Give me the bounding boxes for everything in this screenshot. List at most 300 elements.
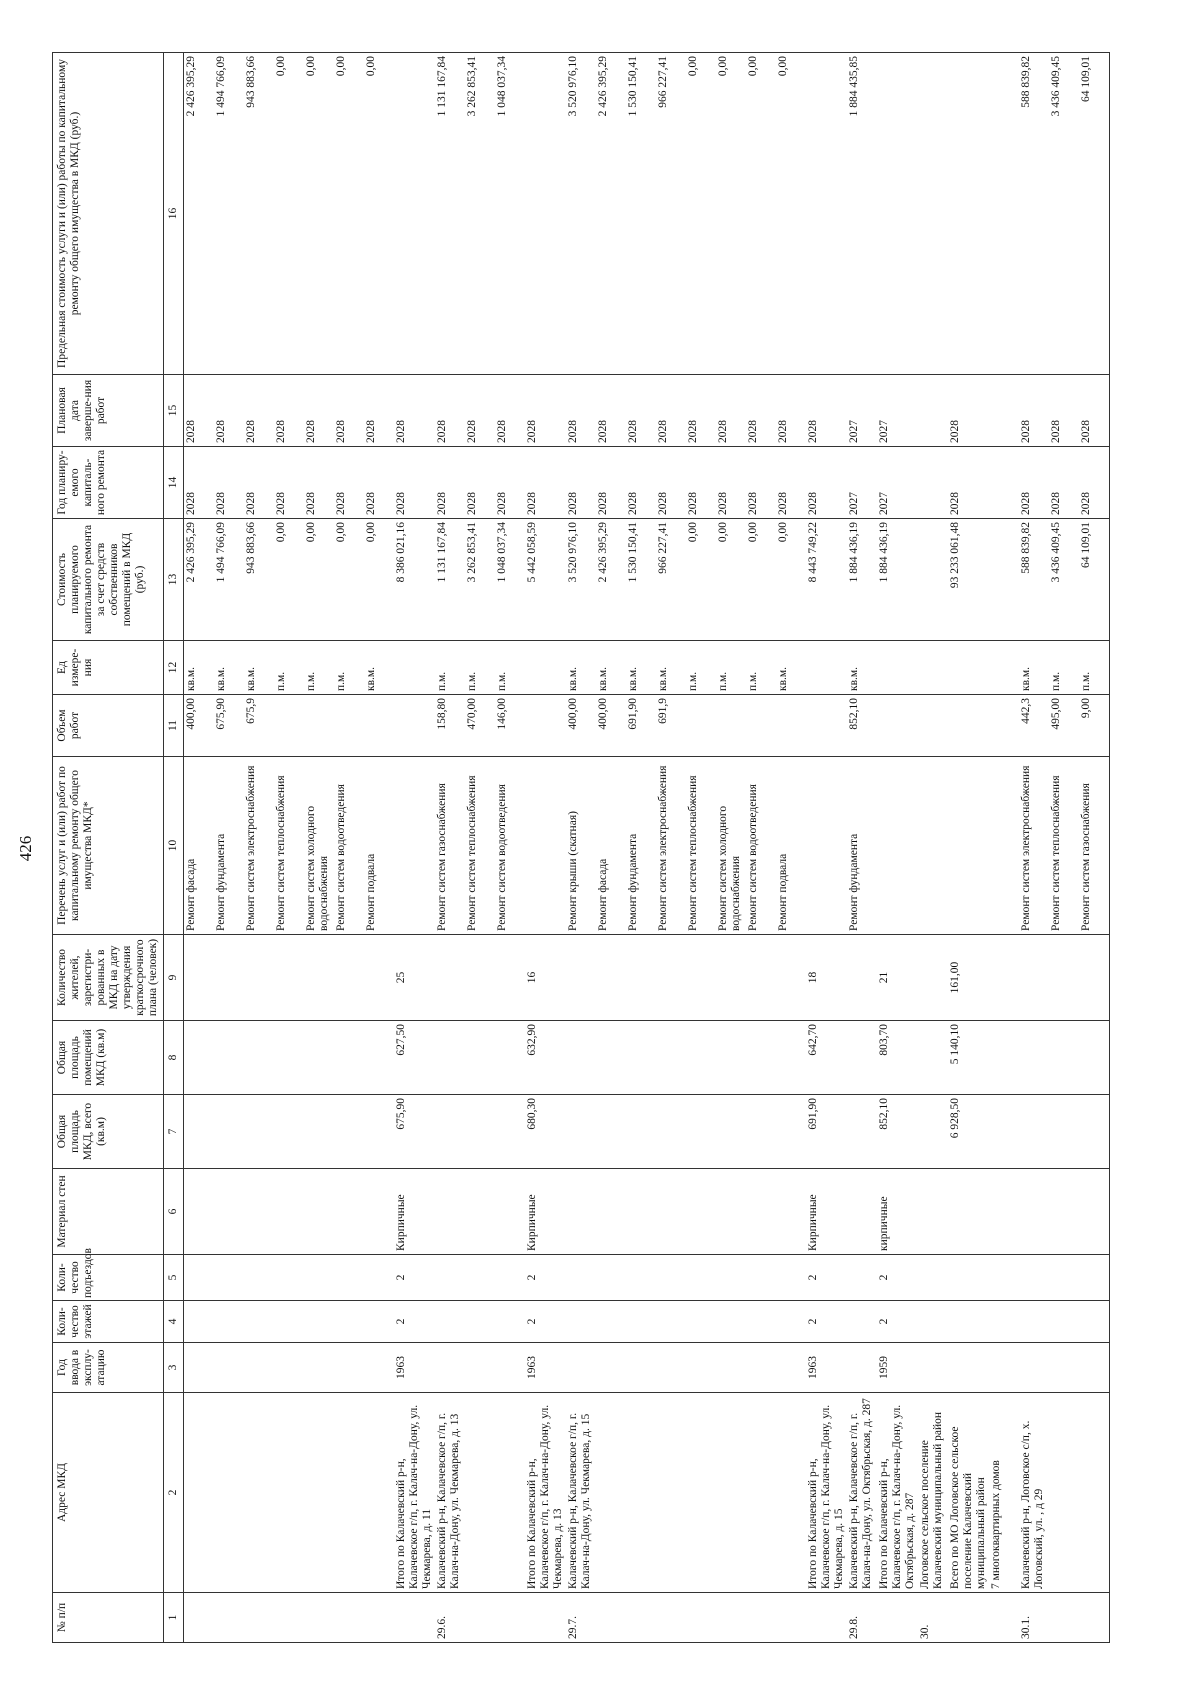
cell-col-14: 2028 <box>656 447 686 519</box>
cell-col-6 <box>776 1169 806 1255</box>
cell-col-5 <box>304 1255 334 1301</box>
cell-col-13: 0,00 <box>746 519 776 641</box>
cell-col-9 <box>435 935 465 1021</box>
cell-col-8: 632,90 <box>525 1021 566 1095</box>
cell-col-16: 0,00 <box>776 53 806 375</box>
cell-col-11 <box>364 695 394 757</box>
cell-col-6 <box>184 1169 215 1255</box>
cell-col-3 <box>184 1343 215 1393</box>
cell-col-13: 0,00 <box>334 519 364 641</box>
cell-col-1 <box>776 1593 806 1643</box>
cell-col-13: 2 426 395,29 <box>596 519 626 641</box>
cell-col-15: 2028 <box>806 375 847 447</box>
cell-col-5 <box>989 1255 1019 1301</box>
cell-col-16: 1 884 435,85 <box>847 53 877 375</box>
column-number-8: 8 <box>164 1021 184 1095</box>
cell-col-2 <box>244 1393 274 1593</box>
cell-col-16: 3 520 976,10 <box>566 53 596 375</box>
table-row <box>626 53 656 1643</box>
cell-col-10: Ремонт фундамента <box>626 757 656 935</box>
cell-col-13: 588 839,82 <box>1019 519 1049 641</box>
cell-col-15: 2028 <box>495 375 525 447</box>
cell-col-9 <box>626 935 656 1021</box>
cell-col-12 <box>948 641 989 695</box>
cell-col-13: 3 436 409,45 <box>1049 519 1079 641</box>
cell-col-6 <box>214 1169 244 1255</box>
cell-col-5 <box>566 1255 596 1301</box>
cell-col-15: 2028 <box>1049 375 1079 447</box>
cell-col-10: Ремонт систем водоотведения <box>495 757 525 935</box>
column-header-4: Коли-чество этажей <box>53 1301 164 1343</box>
cell-col-6 <box>566 1169 596 1255</box>
cell-col-3 <box>334 1343 364 1393</box>
cell-col-12: п.м. <box>1079 641 1110 695</box>
cell-col-12: п.м. <box>686 641 716 695</box>
cell-col-7 <box>1049 1095 1079 1169</box>
cell-col-15: 2028 <box>435 375 465 447</box>
cell-col-14: 2028 <box>525 447 566 519</box>
cell-col-4: 2 <box>394 1301 435 1343</box>
cell-col-5 <box>776 1255 806 1301</box>
cell-col-16: 588 839,82 <box>1019 53 1049 375</box>
column-header-10: Перечень услуг и (или) работ по капитальному ремонту общего имущества МКД* <box>53 757 164 935</box>
cell-col-16: 64 109,01 <box>1079 53 1110 375</box>
cell-col-4 <box>184 1301 215 1343</box>
cell-col-3: 1963 <box>525 1343 566 1393</box>
cell-col-11 <box>948 695 989 757</box>
cell-col-4 <box>244 1301 274 1343</box>
cell-col-11 <box>274 695 304 757</box>
cell-col-9 <box>596 935 626 1021</box>
cell-col-9 <box>847 935 877 1021</box>
cell-col-16: 0,00 <box>334 53 364 375</box>
cell-col-4 <box>847 1301 877 1343</box>
cell-col-4: 2 <box>877 1301 918 1343</box>
cell-col-13: 3 520 976,10 <box>566 519 596 641</box>
cell-col-3 <box>495 1343 525 1393</box>
cell-col-4 <box>1079 1301 1110 1343</box>
cell-col-8: 5 140,10 <box>948 1021 989 1095</box>
cell-col-13: 1 884 436,19 <box>847 519 877 641</box>
cell-col-3: 1963 <box>394 1343 435 1393</box>
cell-col-16: 2 426 395,29 <box>596 53 626 375</box>
cell-col-9 <box>566 935 596 1021</box>
table-row <box>1019 53 1049 1643</box>
header-row <box>53 53 164 1643</box>
cell-col-8 <box>566 1021 596 1095</box>
cell-col-14: 2028 <box>304 447 334 519</box>
cell-col-5 <box>596 1255 626 1301</box>
cell-col-9 <box>1079 935 1110 1021</box>
cell-col-1 <box>746 1593 776 1643</box>
cell-col-6 <box>918 1169 948 1255</box>
cell-col-10: Ремонт крыши (скатная) <box>566 757 596 935</box>
cell-col-15: 2027 <box>877 375 918 447</box>
column-header-13: Стоимость планируемого капитального ремонта за счет средств собственников помещений в МКД (руб.) <box>53 519 164 641</box>
cell-col-12: кв.м. <box>847 641 877 695</box>
cell-col-5 <box>686 1255 716 1301</box>
cell-col-11 <box>806 695 847 757</box>
cell-col-6 <box>304 1169 334 1255</box>
cell-col-12: кв.м. <box>656 641 686 695</box>
cell-col-10: Ремонт подвала <box>776 757 806 935</box>
cell-col-9 <box>334 935 364 1021</box>
cell-col-10: Ремонт систем теплоснабжения <box>274 757 304 935</box>
cell-col-8: 642,70 <box>806 1021 847 1095</box>
cell-col-11: 146,00 <box>495 695 525 757</box>
cell-col-13: 966 227,41 <box>656 519 686 641</box>
cell-col-2 <box>274 1393 304 1593</box>
cell-col-10: Ремонт фундамента <box>214 757 244 935</box>
column-header-3: Год ввода в эксплу-атацию <box>53 1343 164 1393</box>
cell-col-3 <box>364 1343 394 1393</box>
cell-col-7 <box>214 1095 244 1169</box>
cell-col-5 <box>244 1255 274 1301</box>
table-row <box>274 53 304 1643</box>
cell-col-9 <box>495 935 525 1021</box>
cell-col-7 <box>1079 1095 1110 1169</box>
cell-col-8 <box>274 1021 304 1095</box>
cell-col-8 <box>495 1021 525 1095</box>
cell-col-15: 2028 <box>656 375 686 447</box>
cell-col-5 <box>656 1255 686 1301</box>
cell-col-8 <box>1079 1021 1110 1095</box>
cell-col-5: 2 <box>806 1255 847 1301</box>
cell-col-16: 0,00 <box>274 53 304 375</box>
cell-col-13: 3 262 853,41 <box>465 519 495 641</box>
cell-col-4 <box>626 1301 656 1343</box>
table-row <box>184 53 215 1643</box>
cell-col-14: 2028 <box>214 447 244 519</box>
cell-col-9 <box>364 935 394 1021</box>
cell-col-16 <box>918 53 948 375</box>
cell-col-14: 2028 <box>244 447 274 519</box>
cell-col-11: 442,3 <box>1019 695 1049 757</box>
cell-col-6 <box>847 1169 877 1255</box>
cell-col-14 <box>918 447 948 519</box>
cell-col-13: 1 530 150,41 <box>626 519 656 641</box>
cell-col-3 <box>274 1343 304 1393</box>
cell-col-15: 2028 <box>686 375 716 447</box>
cell-col-16: 1 494 766,09 <box>214 53 244 375</box>
cell-col-8 <box>214 1021 244 1095</box>
cell-col-8 <box>918 1021 948 1095</box>
column-header-15: Плановая дата заверше-ния работ <box>53 375 164 447</box>
cell-col-12: кв.м. <box>214 641 244 695</box>
cell-col-14: 2028 <box>364 447 394 519</box>
table-row <box>1049 53 1079 1643</box>
cell-col-2 <box>626 1393 656 1593</box>
cell-col-9 <box>184 935 215 1021</box>
cell-col-9 <box>989 935 1019 1021</box>
table-row <box>596 53 626 1643</box>
cell-col-1 <box>716 1593 746 1643</box>
table-row <box>918 53 948 1643</box>
cell-col-10: Ремонт систем электроснабжения <box>656 757 686 935</box>
table-row <box>495 53 525 1643</box>
table-row <box>948 53 989 1643</box>
cell-col-4 <box>465 1301 495 1343</box>
cell-col-12 <box>918 641 948 695</box>
cell-col-1 <box>686 1593 716 1643</box>
cell-col-6 <box>364 1169 394 1255</box>
cell-col-7 <box>746 1095 776 1169</box>
cell-col-14: 2028 <box>716 447 746 519</box>
cell-col-3 <box>435 1343 465 1393</box>
cell-col-14: 2028 <box>626 447 656 519</box>
cell-col-16: 0,00 <box>364 53 394 375</box>
cell-col-9: 18 <box>806 935 847 1021</box>
column-number-1: 1 <box>164 1593 184 1643</box>
cell-col-13: 943 883,66 <box>244 519 274 641</box>
cell-col-12: кв.м. <box>596 641 626 695</box>
cell-col-6 <box>465 1169 495 1255</box>
column-header-5: Коли-чество подъездов <box>53 1255 164 1301</box>
capital-repair-table <box>52 52 1110 1643</box>
cell-col-14: 2028 <box>1079 447 1110 519</box>
cell-col-4: 2 <box>525 1301 566 1343</box>
cell-col-1 <box>989 1593 1019 1643</box>
cell-col-1 <box>364 1593 394 1643</box>
column-number-7: 7 <box>164 1095 184 1169</box>
cell-col-16 <box>989 53 1019 375</box>
cell-col-10: Ремонт систем газоснабжения <box>435 757 465 935</box>
cell-col-16: 943 883,66 <box>244 53 274 375</box>
table-row <box>364 53 394 1643</box>
cell-col-2 <box>1049 1393 1079 1593</box>
cell-col-5 <box>214 1255 244 1301</box>
cell-col-6: Кирпичные <box>525 1169 566 1255</box>
cell-col-3 <box>304 1343 334 1393</box>
cell-col-14: 2028 <box>435 447 465 519</box>
cell-col-16: 966 227,41 <box>656 53 686 375</box>
cell-col-9 <box>1019 935 1049 1021</box>
table-row <box>214 53 244 1643</box>
cell-col-14: 2028 <box>334 447 364 519</box>
cell-col-14: 2028 <box>686 447 716 519</box>
cell-col-5: 2 <box>394 1255 435 1301</box>
cell-col-10: Ремонт фасада <box>596 757 626 935</box>
cell-col-13 <box>989 519 1019 641</box>
cell-col-5 <box>746 1255 776 1301</box>
cell-col-14: 2027 <box>877 447 918 519</box>
cell-col-4 <box>435 1301 465 1343</box>
cell-col-16 <box>806 53 847 375</box>
cell-col-1 <box>948 1593 989 1643</box>
cell-col-6: кирпичные <box>877 1169 918 1255</box>
cell-col-2 <box>495 1393 525 1593</box>
cell-col-11 <box>746 695 776 757</box>
cell-col-11: 9,00 <box>1079 695 1110 757</box>
column-number-9: 9 <box>164 935 184 1021</box>
cell-col-3 <box>716 1343 746 1393</box>
column-header-2: Адрес МКД <box>53 1393 164 1593</box>
cell-col-11: 470,00 <box>465 695 495 757</box>
cell-col-9 <box>1049 935 1079 1021</box>
cell-col-14: 2028 <box>1019 447 1049 519</box>
cell-col-3 <box>746 1343 776 1393</box>
cell-col-2 <box>334 1393 364 1593</box>
cell-col-4 <box>495 1301 525 1343</box>
cell-col-15: 2028 <box>746 375 776 447</box>
cell-col-6 <box>746 1169 776 1255</box>
cell-col-15: 2028 <box>465 375 495 447</box>
cell-col-9 <box>244 935 274 1021</box>
cell-col-16: 0,00 <box>686 53 716 375</box>
cell-col-10: Ремонт систем холодного водоснабжения <box>304 757 334 935</box>
cell-col-11 <box>989 695 1019 757</box>
cell-col-10: Ремонт систем водоотведения <box>334 757 364 935</box>
cell-col-11: 691,90 <box>626 695 656 757</box>
cell-col-4 <box>334 1301 364 1343</box>
cell-col-10: Ремонт систем электроснабжения <box>244 757 274 935</box>
cell-col-8 <box>1019 1021 1049 1095</box>
cell-col-8 <box>656 1021 686 1095</box>
cell-col-4 <box>364 1301 394 1343</box>
cell-col-10 <box>806 757 847 935</box>
cell-col-1: 30. <box>918 1593 948 1643</box>
cell-col-9 <box>918 935 948 1021</box>
cell-col-16 <box>394 53 435 375</box>
table-row <box>989 53 1019 1643</box>
cell-col-8: 803,70 <box>877 1021 918 1095</box>
cell-col-8 <box>596 1021 626 1095</box>
cell-col-16: 0,00 <box>716 53 746 375</box>
cell-col-11: 675,90 <box>214 695 244 757</box>
cell-col-9: 25 <box>394 935 435 1021</box>
cell-col-11 <box>304 695 334 757</box>
column-number-15: 15 <box>164 375 184 447</box>
cell-col-11 <box>686 695 716 757</box>
cell-col-3 <box>948 1343 989 1393</box>
cell-col-6 <box>626 1169 656 1255</box>
cell-col-10 <box>394 757 435 935</box>
cell-col-14 <box>989 447 1019 519</box>
cell-col-5: 2 <box>525 1255 566 1301</box>
cell-col-3 <box>918 1343 948 1393</box>
column-number-12: 12 <box>164 641 184 695</box>
table-row <box>716 53 746 1643</box>
cell-col-9 <box>716 935 746 1021</box>
cell-col-7 <box>918 1095 948 1169</box>
cell-col-5 <box>1049 1255 1079 1301</box>
table-row <box>394 53 435 1643</box>
cell-col-13: 1 494 766,09 <box>214 519 244 641</box>
cell-col-11: 158,80 <box>435 695 465 757</box>
cell-col-9 <box>274 935 304 1021</box>
cell-col-10: Ремонт фасада <box>184 757 215 935</box>
cell-col-16: 3 436 409,45 <box>1049 53 1079 375</box>
cell-col-7 <box>184 1095 215 1169</box>
cell-col-3 <box>244 1343 274 1393</box>
cell-col-4 <box>746 1301 776 1343</box>
cell-col-15: 2028 <box>274 375 304 447</box>
cell-col-10: Ремонт систем газоснабжения <box>1079 757 1110 935</box>
cell-col-4 <box>274 1301 304 1343</box>
cell-col-12: п.м. <box>746 641 776 695</box>
cell-col-11: 675,9 <box>244 695 274 757</box>
cell-col-7 <box>776 1095 806 1169</box>
cell-col-13: 1 131 167,84 <box>435 519 465 641</box>
cell-col-3 <box>656 1343 686 1393</box>
table-row <box>435 53 465 1643</box>
cell-col-2: Итого по Калачевский р-н, Калачевское г/п, г. Калач-на-Дону, ул. Чекмарева, д. 11 <box>394 1393 435 1593</box>
cell-col-6 <box>334 1169 364 1255</box>
cell-col-2 <box>364 1393 394 1593</box>
cell-col-1 <box>656 1593 686 1643</box>
cell-col-1 <box>877 1593 918 1643</box>
cell-col-13: 8 443 749,22 <box>806 519 847 641</box>
cell-col-7: 6 928,50 <box>948 1095 989 1169</box>
cell-col-8 <box>989 1021 1019 1095</box>
cell-col-12: п.м. <box>1049 641 1079 695</box>
cell-col-14: 2028 <box>746 447 776 519</box>
cell-col-11: 852,10 <box>847 695 877 757</box>
column-number-5: 5 <box>164 1255 184 1301</box>
cell-col-15: 2028 <box>716 375 746 447</box>
cell-col-6 <box>989 1169 1019 1255</box>
cell-col-7 <box>364 1095 394 1169</box>
cell-col-2: Калачевский р-н, Логовское с/п, х. Логовский, ул. , д 29 <box>1019 1393 1049 1593</box>
cell-col-11: 400,00 <box>184 695 215 757</box>
column-number-3: 3 <box>164 1343 184 1393</box>
cell-col-2 <box>656 1393 686 1593</box>
cell-col-10: Ремонт фундамента <box>847 757 877 935</box>
cell-col-9 <box>304 935 334 1021</box>
cell-col-10: Ремонт систем теплоснабжения <box>1049 757 1079 935</box>
cell-col-3 <box>686 1343 716 1393</box>
cell-col-10 <box>918 757 948 935</box>
cell-col-15: 2028 <box>1019 375 1049 447</box>
cell-col-14: 2028 <box>465 447 495 519</box>
cell-col-12: п.м. <box>435 641 465 695</box>
column-number-11: 11 <box>164 695 184 757</box>
cell-col-15: 2028 <box>394 375 435 447</box>
cell-col-3 <box>847 1343 877 1393</box>
cell-col-12: кв.м. <box>566 641 596 695</box>
cell-col-13: 0,00 <box>304 519 334 641</box>
table-row <box>334 53 364 1643</box>
cell-col-8 <box>847 1021 877 1095</box>
column-header-16: Предельная стоимость услуги и (или) работы по капитальному ремонту общего имущества в МКД (руб.) <box>53 53 164 375</box>
cell-col-2: Калачевский р-н, Калачевское г/п, г. Калач-на-Дону, ул. Октябрьская, д. 287 <box>847 1393 877 1593</box>
cell-col-14: 2028 <box>806 447 847 519</box>
cell-col-9 <box>465 935 495 1021</box>
cell-col-6 <box>244 1169 274 1255</box>
cell-col-15 <box>918 375 948 447</box>
cell-col-3 <box>465 1343 495 1393</box>
cell-col-4 <box>304 1301 334 1343</box>
cell-col-10: Ремонт систем холодного водоснабжения <box>716 757 746 935</box>
cell-col-8 <box>334 1021 364 1095</box>
cell-col-12: кв.м. <box>626 641 656 695</box>
cell-col-14: 2028 <box>566 447 596 519</box>
cell-col-2: Итого по Калачевский р-н, Калачевское г/п, г. Калач-на-Дону, ул. Октябрьская, д. 287 <box>877 1393 918 1593</box>
cell-col-1 <box>1049 1593 1079 1643</box>
cell-col-12: п.м. <box>304 641 334 695</box>
column-header-9: Количество жителей, зарегистри-рованных в МКД на дату утверждения краткосрочного плана (человек) <box>53 935 164 1021</box>
column-number-14: 14 <box>164 447 184 519</box>
cell-col-4 <box>1049 1301 1079 1343</box>
cell-col-8 <box>686 1021 716 1095</box>
cell-col-7 <box>334 1095 364 1169</box>
cell-col-1 <box>806 1593 847 1643</box>
cell-col-3 <box>776 1343 806 1393</box>
cell-col-16: 1 530 150,41 <box>626 53 656 375</box>
cell-col-1 <box>495 1593 525 1643</box>
table-row <box>806 53 847 1643</box>
table-row <box>525 53 566 1643</box>
